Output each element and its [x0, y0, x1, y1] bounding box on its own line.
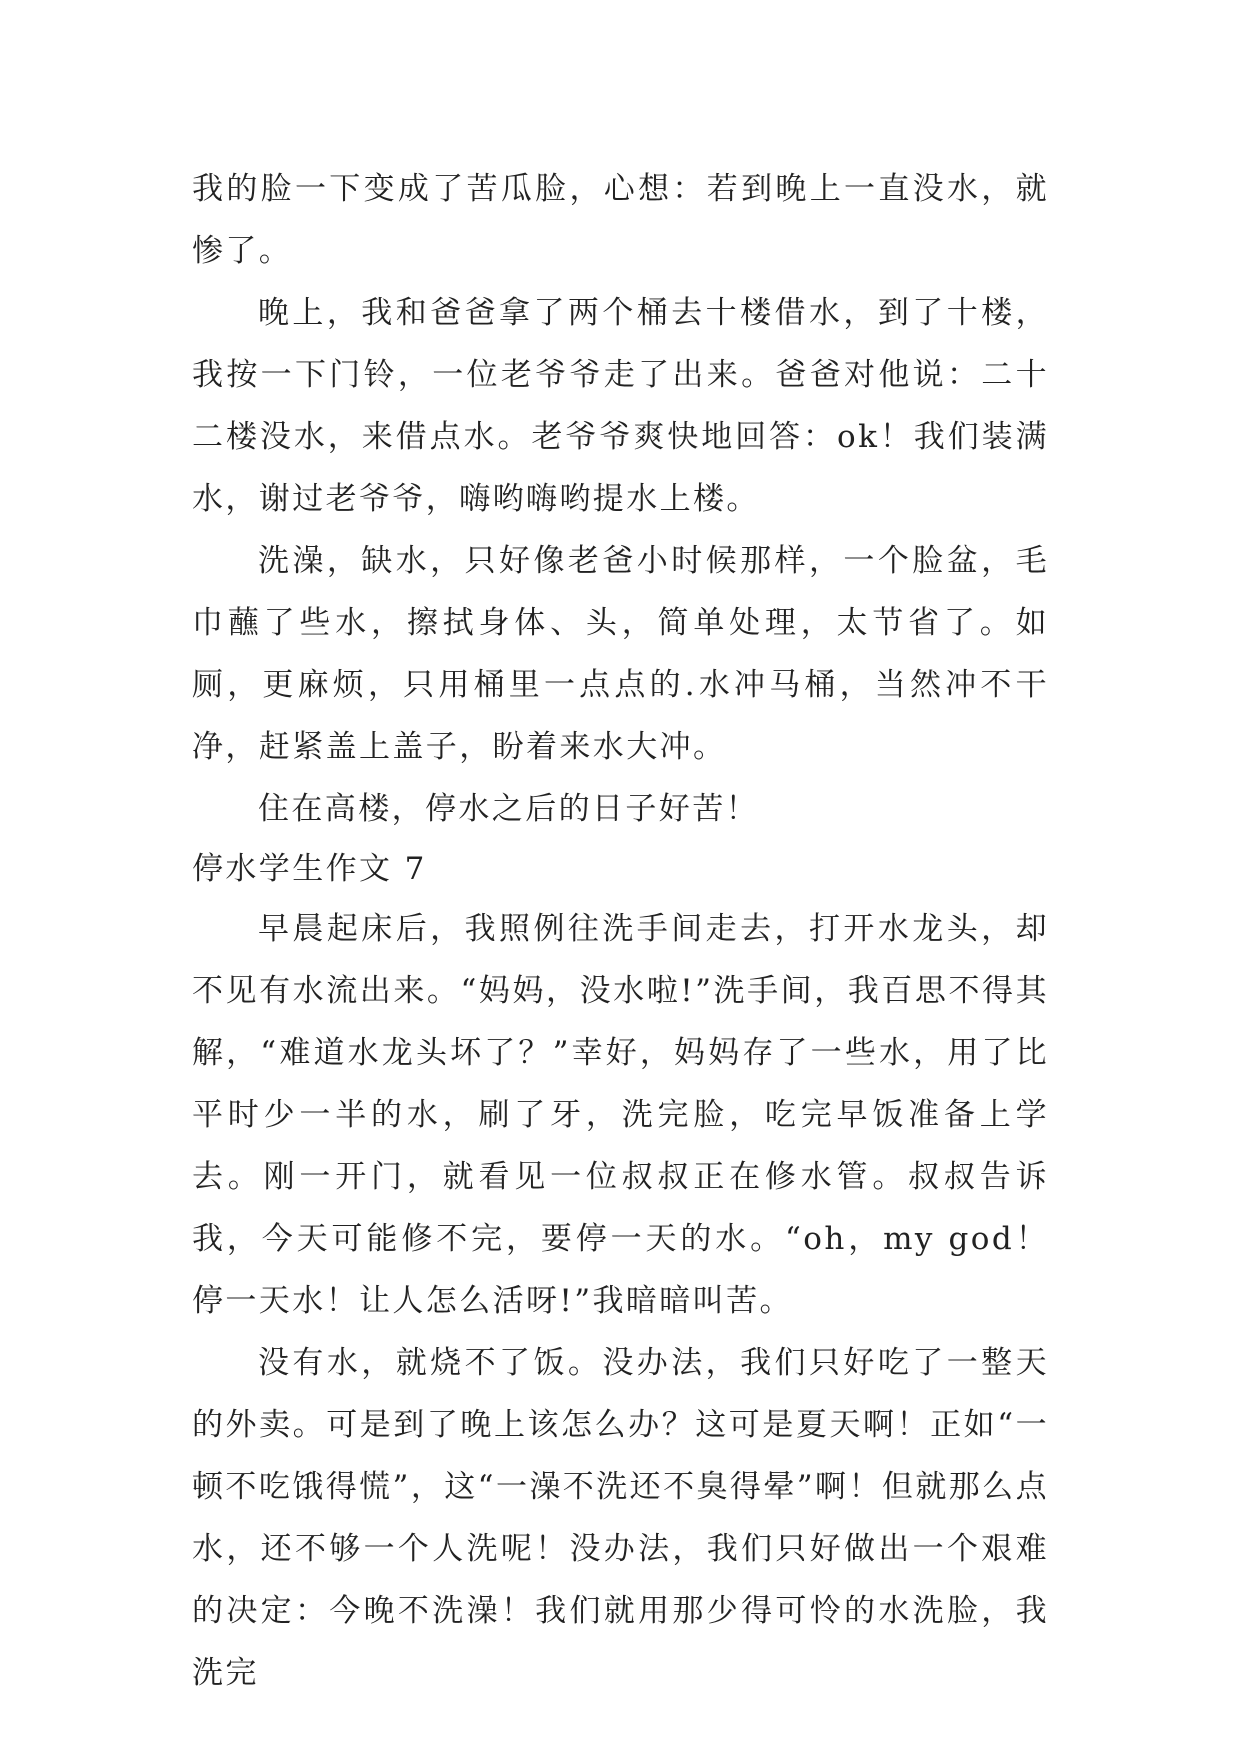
paragraph: 早晨起床后，我照例往洗手间走去，打开水龙头，却不见有水流出来。“妈妈，没水啦!”洗手间，我百思不得其解，“难道水龙头坏了？”幸好，妈妈存了一些水，用了比平时少一半的水，刷了牙，洗完脸，吃完早饭准备上学去。刚一开门，就看见一位叔叔正在修水管。叔叔告诉我，今天可能修不完，要停一天的水。“oh，my god！停一天水！让人怎么活呀!”我暗暗叫苦。: [192, 911, 1049, 1319]
paragraph-continuation: 我的脸一下变成了苦瓜脸，心想：若到晚上一直没水，就惨了。: [192, 171, 1049, 269]
paragraph: 没有水，就烧不了饭。没办法，我们只好吃了一整天的外卖。可是到了晚上该怎么办？这可是夏天啊！正如“一顿不吃饿得慌”，这“一澡不洗还不臭得晕”啊！但就那么点水，还不够一个人洗呢！没办法，我们只好做出一个艰难的决定：今晚不洗澡！我们就用那少得可怜的水洗脸，我洗完: [192, 1345, 1049, 1691]
paragraph: 洗澡，缺水，只好像老爸小时候那样，一个脸盆，毛巾蘸了些水，擦拭身体、头，简单处理，太节省了。如厕，更麻烦，只用桶里一点点的.水冲马桶，当然冲不干净，赶紧盖上盖子，盼着来水大冲。: [192, 543, 1049, 765]
document-page: [192, 158, 1049, 1704]
paragraph: 住在高楼，停水之后的日子好苦！: [258, 791, 759, 827]
section-heading: 停水学生作文 7: [192, 851, 427, 887]
paragraph: 晚上，我和爸爸拿了两个桶去十楼借水，到了十楼，我按一下门铃，一位老爷爷走了出来。爸爸对他说：二十二楼没水，来借点水。老爷爷爽快地回答：ok！我们装满水，谢过老爷爷，嗨哟嗨哟提水上楼。: [192, 295, 1049, 517]
